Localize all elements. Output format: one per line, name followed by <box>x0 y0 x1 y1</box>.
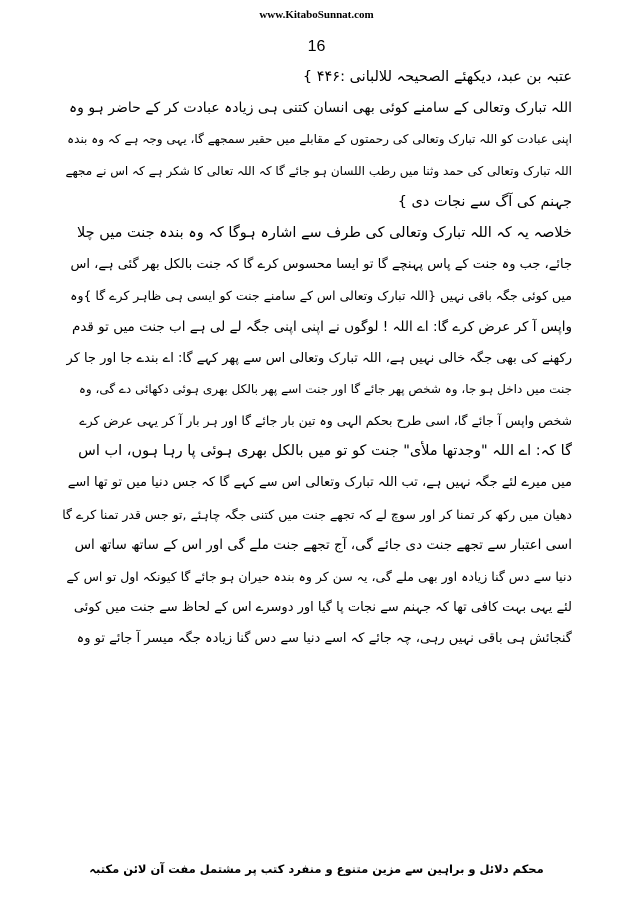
footer-tagline: محکم دلائل و براہین سے مزین متنوع و منفرد کتب پر مشتمل مفت آن لائن مکتبہ <box>89 862 544 876</box>
text-line: میں کوئی جگہ باقی نہیں {اللہ تبارک وتعالی اس کے سامنے جنت کو ایسی ہی ظاہر کرے گا }وہ <box>70 288 572 304</box>
text-line: گا کہ: اے اللہ "وجدتھا ملأى" جنت کو تو میں بالکل بھری ہوئی پا رہا ہوں، اب اس <box>78 443 572 460</box>
text-line: اپنی عبادت کو اللہ تبارک وتعالی کی رحمتوں کے مقابلے میں حقیر سمجھے گا، یہی وجہ ہے کہ وہ بندہ <box>67 132 572 147</box>
text-line: رکھنے کی بھی جگہ خالی نہیں ہے، اللہ تبارک وتعالی اس سے پھر کہے گا: اے بندے جا اور جا کر <box>66 350 572 366</box>
text-line: دنیا سے دس گنا زیادہ اور بھی ملے گی، یہ سن کر وہ بندہ حیران ہو جائے گا کیونکہ اول تو اس کے <box>66 569 572 584</box>
text-line: اللہ تبارک وتعالی کی حمد وثنا میں رطب اللسان ہو جائے گا کہ اللہ تعالی کا شکر ہے کہ اس نے مجھے <box>65 163 572 178</box>
text-line: خلاصہ یہ کہ اللہ تبارک وتعالی کی طرف سے اشارہ ہوگا کہ وہ بندہ جنت میں چلا <box>76 224 572 241</box>
site-url[interactable]: www.KitaboSunnat.com <box>259 9 374 21</box>
text-line: واپس آ کر عرض کرے گا: اے اللہ ! لوگوں نے اپنی اپنی جگہ لے لی ہے اب جنت میں تو قدم <box>71 318 572 335</box>
text-line: دھیان میں رکھ کر تمنا کر اور سوچ لے کہ تجھے جنت میں کتنی جگہ چاہئے ,تو جس قدر تمنا کرے گا <box>62 506 572 522</box>
text-line: جنت میں داخل ہو جا، وہ شخص پھر جائے گا اور جنت اسے پھر بالکل بھری ہوئی دکھائی دے گی، وہ <box>78 381 572 396</box>
text-line: جائے، جب وہ جنت کے پاس پہنچے گا تو ایسا محسوس کرے گا کہ جنت بالکل بھر گئی ہے، اس <box>70 257 572 273</box>
text-line: جہنم کی آگ سے نجات دی } <box>397 193 572 210</box>
page-number: 16 <box>307 38 326 55</box>
text-line: اللہ تبارک وتعالی کے سامنے کوئی بھی انسان کتنی ہی زیادہ عبادت کر کے حاضر ہو وہ <box>68 100 572 117</box>
text-line: شخص واپس آ جائے گا، اسی طرح بحکم الہی وہ تین بار جائے گا اور ہر بار آ کر یہی عرض کرے <box>79 413 572 429</box>
text-line: میں میرے لئے جگہ نہیں ہے، تب اللہ تبارک وتعالی اس سے کہے گا کہ جس دنیا میں تو تھا اسے <box>67 475 572 491</box>
body-text <box>62 62 572 655</box>
text-line: گنجائش ہی باقی نہیں رہی، چہ جائے کہ اسے دنیا سے دس گنا زیادہ جگہ میسر آ جائے تو وہ <box>76 631 572 647</box>
text-line: اسی اعتبار سے تجھے جنت دی جائے گی، آج تجھے جنت ملے گی اور اس کے ساتھ ساتھ اس <box>74 536 572 553</box>
text-line: لئے یہی بہت کافی تھا کہ جہنم سے نجات پا گیا اور دوسرے اس کے لحاظ سے جنت میں کوئی <box>73 600 572 616</box>
text-line: عتبہ بن عبد، دیکھئے الصحیحہ للالبانی :۴۴۶ } <box>302 69 572 85</box>
